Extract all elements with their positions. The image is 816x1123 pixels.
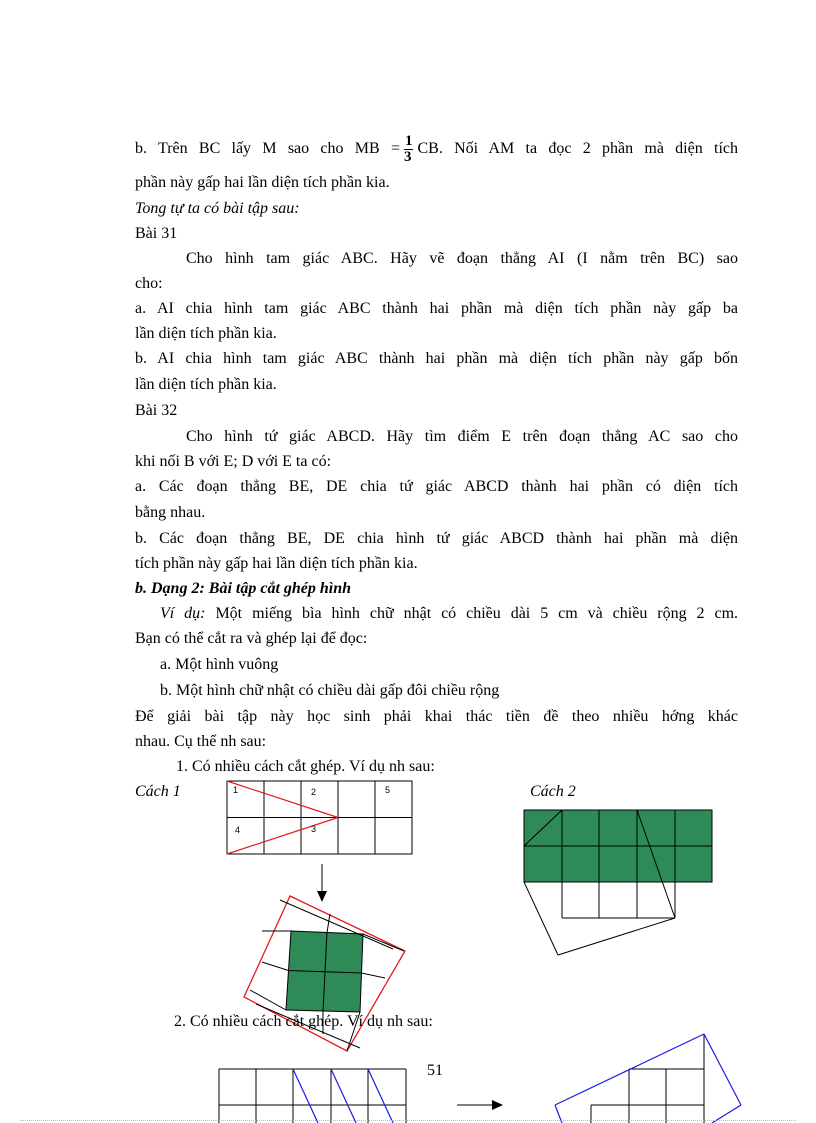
method2-result [555, 1034, 741, 1123]
fraction-denominator: 3 [403, 149, 412, 165]
option-a: a. Một hình vuông [160, 656, 279, 673]
bai32-line1: Cho hình tứ giác ABCD. Hãy tìm điểm E trên đoạn thẳng AC sao cho [186, 428, 738, 445]
exercise-b-prefix: b. Trên BC lấy M sao cho MB = [135, 140, 400, 158]
exercise-b-line2: phần này gấp hai lần diện tích phần kia. [135, 174, 390, 191]
piece-label-3: 3 [311, 824, 317, 834]
bai32-a-line2: bằng nhau. [135, 504, 206, 521]
section-heading-dang2: b. Dạng 2: Bài tập cắt ghép hình [135, 580, 352, 597]
solution-line1: Để giải bài tập này học sinh phải khai thác tiền đề theo nhiều hớng khác [135, 708, 738, 725]
bai31-line2: cho: [135, 275, 163, 292]
option-b: b. Một hình chữ nhật có chiều dài gấp đôi chiều rộng [160, 682, 500, 699]
caption-cach-2: Cách 2 [530, 783, 576, 800]
piece-label-2: 2 [311, 787, 317, 797]
example-text: Một miếng bìa hình chữ nhật có chiều dài 5 cm và chiều rộng 2 cm. [215, 605, 739, 622]
bai32-b-line1: b. Các đoạn thẳng BE, DE chia hình tứ giác ABCD thành hai phần mà diện [135, 530, 738, 547]
bai31-a-line1: a. AI chia hình tam giác ABC thành hai phần mà diện tích phần này gấp ba [135, 300, 738, 317]
piece-label-5: 5 [385, 785, 391, 795]
page-number: 51 [427, 1062, 443, 1079]
caption-cach-1: Cách 1 [135, 783, 181, 800]
bai31-a-line2: lần diện tích phần kia. [135, 325, 277, 342]
fraction-numerator: 1 [404, 133, 413, 149]
example-label: Ví dụ: [160, 605, 206, 622]
cach2-figure [524, 810, 712, 955]
page-bottom-border [20, 1120, 796, 1121]
method2-grid [219, 1069, 406, 1123]
piece-label-1: 1 [233, 785, 239, 795]
method-item-1: 1. Có nhiều cách cắt ghép. Ví dụ nh sau: [176, 758, 435, 775]
right-arrow-icon [457, 1100, 503, 1110]
solution-line2: nhau. Cụ thể nh sau: [135, 733, 267, 750]
bai31-b-line2: lần diện tích phần kia. [135, 376, 277, 393]
similar-heading: Tong tự ta có bài tập sau: [135, 200, 300, 217]
bai31-line1: Cho hình tam giác ABC. Hãy vẽ đoạn thẳng AI (I nằm trên BC) sao [186, 250, 738, 267]
bai32-heading: Bài 32 [135, 402, 178, 419]
bai31-b-line1: b. AI chia hình tam giác ABC thành hai phần mà diện tích phần này gấp bốn [135, 350, 738, 367]
bai32-line2: khi nối B với E; D với E ta có: [135, 453, 332, 470]
piece-label-4: 4 [235, 825, 241, 835]
bai31-heading: Bài 31 [135, 225, 178, 242]
example-line2: Bạn có thể cắt ra và ghép lại để đọc: [135, 630, 368, 647]
method-item-2: 2. Có nhiều cách cắt ghép. Ví dụ nh sau: [174, 1013, 433, 1030]
bai32-a-line1: a. Các đoạn thẳng BE, DE chia tứ giác ABCD thành hai phần có diện tích [135, 478, 738, 495]
bai32-b-line2: tích phần này gấp hai lần diện tích phần kia. [135, 555, 418, 572]
down-arrow-icon [317, 864, 327, 902]
exercise-b-suffix: CB. Nối AM ta đọc 2 phần mà diện tích [417, 140, 738, 158]
method2-cut-lines [293, 1069, 393, 1123]
